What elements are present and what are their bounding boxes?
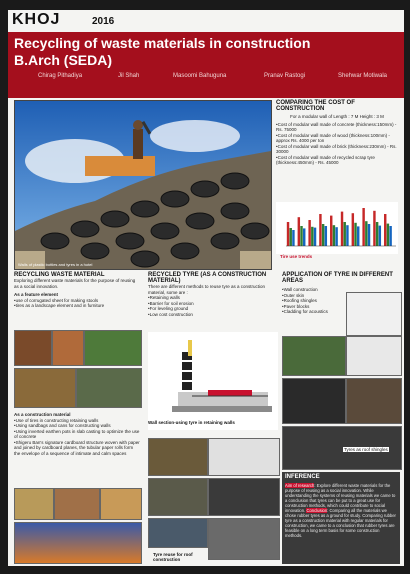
- section-label: Wall section-using tyre in retaining walls: [148, 420, 235, 425]
- tire-trend-chart: [276, 202, 398, 262]
- chart-bar: [335, 227, 337, 246]
- poster-subtitle: B.Arch (SEDA): [14, 52, 113, 68]
- corrugated-photo: [52, 330, 84, 366]
- tyre-planter-photo: [14, 368, 76, 408]
- list-item: •Roofing shingles: [282, 298, 317, 303]
- author-name: Jil Shah: [118, 73, 140, 79]
- list-item: •Cost of modular wall made of concrete (thickness:150mm) - Rs. 75000: [276, 121, 397, 132]
- title-band: [8, 32, 404, 98]
- retaining-wall-section-diagram: [148, 332, 278, 430]
- inference-section: [282, 472, 400, 564]
- aim-label: Aim of research: [285, 483, 315, 488]
- list-item: •Using inverted earthen pots in slab casting to optimize the use of concrete: [14, 428, 140, 439]
- conclusion-label: Conclusion: [306, 508, 328, 513]
- chart-bar: [311, 227, 313, 246]
- list-item: •For leveling ground: [148, 306, 189, 311]
- cost-heading: COMPARING THE COST OF CONSTRUCTION: [276, 100, 355, 112]
- khoj-logo: KHOJ: [12, 11, 61, 28]
- list-item: •use of corrugated sheet for making stools: [14, 297, 99, 303]
- author-name: Shehwar Motiwala: [338, 73, 388, 79]
- list-item: •Low cost construction: [148, 311, 193, 317]
- paper-structure-photo: [14, 522, 142, 564]
- outer-skin-photo: [282, 378, 346, 424]
- cost-intro: For a modular wall of Length : 7 M Height : 3 M: [290, 114, 384, 119]
- tyre-sketch-photo: [208, 438, 280, 476]
- chart-bar: [319, 214, 321, 246]
- recycling-intro: Exploring different waste materials for the purpose of reusing as a social innovation.: [14, 278, 136, 289]
- chart-bar: [387, 224, 389, 246]
- chart-bar: [330, 216, 332, 246]
- tyre-wall-photo: [148, 438, 208, 476]
- hero-photo: [14, 100, 272, 270]
- paper-tube-photo: [100, 488, 142, 520]
- shingles-label: Tyres as roof shingles: [344, 447, 388, 452]
- list-item: •tires as a landscape element and in furniture: [14, 303, 105, 308]
- chart-bar: [344, 222, 346, 246]
- list-item: •Cladding for acoustics: [282, 309, 328, 314]
- recycling-heading: RECYCLING WASTE MATERIAL: [14, 272, 105, 278]
- chart-bar: [287, 222, 289, 246]
- recycling-section: [14, 272, 139, 309]
- chart-bar: [352, 213, 354, 246]
- pots-photo: [14, 488, 54, 520]
- cost-section: [276, 100, 398, 166]
- cardboard-photo: [54, 488, 100, 520]
- chart-bar: [365, 221, 367, 246]
- chart-bar: [290, 228, 292, 246]
- chart-bar: [322, 224, 324, 246]
- constr-heading: As a construction material: [14, 412, 71, 417]
- paver-sketch: [346, 292, 402, 336]
- roof-label: Tyre reuse for roof construction: [153, 552, 193, 562]
- chart-bar: [314, 228, 316, 246]
- list-item: •Cost of modular wall made of wood (thickness:100mm) - approx Rs. 4000 per ton: [276, 132, 390, 143]
- chart-bar: [357, 226, 359, 246]
- list-item: •Using sandbags and cans for constructing walls: [14, 423, 111, 428]
- author-list: [8, 73, 404, 83]
- author-name: Pranav Rastogi: [264, 73, 306, 79]
- author-name: Chirag Pithadiya: [38, 73, 83, 79]
- chart-bar: [346, 225, 348, 246]
- chart-bar: [341, 212, 343, 246]
- chart-label: Tire use trends: [280, 254, 313, 259]
- chart-bar: [373, 211, 375, 246]
- roof-shingles-photo: [282, 426, 402, 470]
- stool-photo: [14, 330, 52, 366]
- chart-bar: [384, 214, 386, 246]
- chart-bar: [333, 225, 335, 246]
- chart-bar: [300, 226, 302, 246]
- list-item: •Paver blocks: [282, 303, 310, 309]
- recycled-tyre-section: [148, 272, 276, 317]
- tyre-roof-detail-photo: [208, 518, 280, 560]
- list-item: •Outer skin: [282, 292, 305, 298]
- application-heading: APPLICATION OF TYRE IN DIFFERENT AREAS: [282, 272, 393, 284]
- list-item: •Cost of modular wall made of brick (thickness:230mm) - Rs. 30000: [276, 143, 397, 154]
- chart-bar: [298, 217, 300, 246]
- tyre-garden-photo: [84, 330, 142, 366]
- tyre-landscape-photo: [76, 368, 142, 408]
- tyre-facade-photo: [346, 378, 402, 424]
- list-item: •Cost of modular wall made of recycled scrap tyre (thickness:450mm) - Rs. 45000: [276, 154, 375, 165]
- tyre-workers-photo: [208, 478, 280, 516]
- chart-bar: [354, 223, 356, 246]
- poster-header: [8, 10, 404, 30]
- cost-list: [276, 122, 398, 166]
- construction-material-section: [14, 412, 140, 456]
- author-name: Masoomi Bahuguna: [173, 73, 227, 79]
- list-item: •Barrier for soil erosion: [148, 300, 194, 306]
- chart-bar: [292, 230, 294, 246]
- chart-bar: [379, 226, 381, 246]
- year-label: 2016: [92, 16, 115, 27]
- chart-bar: [376, 222, 378, 246]
- poster-title: Recycling of waste materials in construction: [14, 35, 311, 51]
- inference-text: [285, 483, 397, 538]
- tyre-roof-photo: [148, 518, 208, 548]
- tyre-intro: There are different methods to reuse tyre as a construction material, some are :: [148, 284, 265, 295]
- list-item: •Use of tires in constructing retaining walls: [14, 417, 99, 423]
- chart-bar: [303, 228, 305, 246]
- inference-heading: INFERENCE: [285, 474, 320, 480]
- list-item: •Shigeru Ban's signature cardboard structure woven with paper and joined by cardboard planes, the tubular paper rolls form the envelope of a sequence of intimate and calm spaces: [14, 439, 140, 456]
- tyre-heading: RECYCLED TYRE (AS A CONSTRUCTION MATERIAL): [148, 272, 267, 284]
- list-item: •Wall construction: [282, 287, 318, 292]
- chart-bar: [308, 220, 310, 246]
- poster: [8, 10, 404, 566]
- cladding-sketch: [346, 336, 402, 376]
- chart-bar: [368, 224, 370, 246]
- tyre-construction-photo: [148, 478, 208, 516]
- feature-heading: As a feature element: [14, 292, 59, 297]
- inference-conclusion-text: : Comparing all the materials we chose rubber tyres as a ground for study. Comparing rubber tyre as a construction material with regular materials for construction, we came to a conclusion that rubber tyres are feasible on a long term basis for some construction methods.: [285, 508, 396, 538]
- shingle-photo: [282, 336, 346, 376]
- hero-caption: Walls of plastic bottles and tyres in a hotel: [18, 262, 93, 267]
- list-item: •Retaining walls: [148, 295, 180, 300]
- chart-bar: [362, 208, 364, 246]
- chart-bar: [389, 226, 391, 246]
- inference-aim-text: : Explore different waste materials for the purpose of reusing as a social innovation. While understanding the systems of reusing materials we came to a conclusion that tyres can be put to a great use for construction methods, which could contribute to social innovation.: [285, 483, 396, 513]
- chart-bar: [325, 226, 327, 246]
